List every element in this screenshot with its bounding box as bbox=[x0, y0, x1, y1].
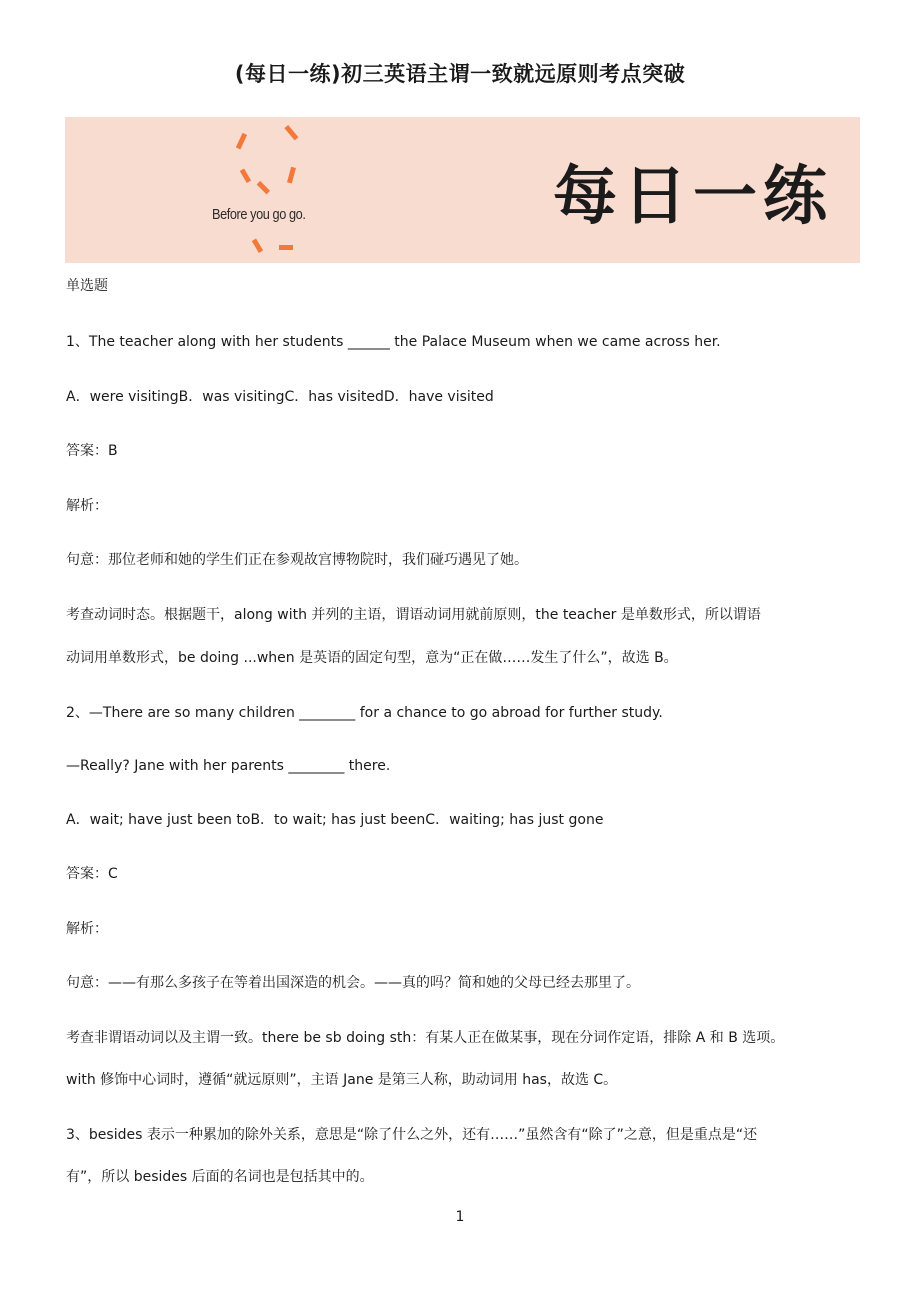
question-1-meaning: 句意：那位老师和她的学生们正在参观故宫博物院时，我们碰巧遇见了她。 bbox=[66, 552, 528, 568]
question-1-stem: 1、The teacher along with her students ______ the Palace Museum when we came across her. bbox=[66, 334, 721, 350]
question-1-explanation-line-2: 动词用单数形式，be doing ...when 是英语的固定句型，意为“正在做……发生了什么”，故选 B。 bbox=[66, 650, 678, 666]
confetti-piece bbox=[287, 167, 296, 184]
page-title: (每日一练)初三英语主谓一致就远原则考点突破 bbox=[234, 62, 686, 86]
confetti-piece bbox=[240, 168, 251, 183]
question-1-explanation-line-1: 考查动词时态。根据题干，along with 并列的主语，谓语动词用就前原则，the teacher 是单数形式，所以谓语 bbox=[66, 607, 761, 623]
question-1-options: A．were visitingB．was visitingC．has visitedD．have visited bbox=[66, 389, 494, 405]
question-1-analysis-label: 解析： bbox=[66, 498, 108, 514]
question-2-options: A．wait; have just been toB．to wait; has just beenC．waiting; has just gone bbox=[66, 812, 604, 828]
confetti-piece bbox=[236, 133, 247, 150]
confetti-piece bbox=[252, 238, 263, 253]
confetti-piece bbox=[257, 181, 270, 194]
question-2-explanation-line-2: with 修饰中心词时，遵循“就远原则”，主语 Jane 是第三人称，助动词用 has，故选 C。 bbox=[66, 1072, 618, 1088]
section-type: 单选题 bbox=[66, 278, 108, 294]
confetti-piece bbox=[279, 245, 293, 250]
banner-subtitle: Before you go go. bbox=[212, 206, 306, 223]
question-2-stem-line-1: 2、—There are so many children ________ for a chance to go abroad for further study. bbox=[66, 705, 663, 721]
question-2-meaning: 句意：——有那么多孩子在等着出国深造的机会。——真的吗？简和她的父母已经去那里了。 bbox=[66, 975, 640, 991]
banner-image bbox=[65, 117, 860, 263]
confetti-piece bbox=[284, 125, 298, 140]
question-1-answer: 答案：B bbox=[66, 443, 118, 459]
question-2-answer: 答案：C bbox=[66, 866, 118, 882]
question-2-stem-line-2: —Really? Jane with her parents ________ there. bbox=[66, 758, 391, 774]
point-3-line-1: 3、besides 表示一种累加的除外关系，意思是“除了什么之外，还有……”虽然含有“除了”之意，但是重点是“还 bbox=[66, 1127, 758, 1143]
banner-heading: 每日一练 bbox=[553, 160, 833, 234]
question-2-analysis-label: 解析： bbox=[66, 921, 108, 937]
point-3-line-2: 有”，所以 besides 后面的名词也是包括其中的。 bbox=[66, 1169, 374, 1185]
question-2-explanation-line-1: 考查非谓语动词以及主谓一致。there be sb doing sth：有某人正在做某事，现在分词作定语，排除 A 和 B 选项。 bbox=[66, 1030, 785, 1046]
page-number: 1 bbox=[455, 1209, 465, 1225]
